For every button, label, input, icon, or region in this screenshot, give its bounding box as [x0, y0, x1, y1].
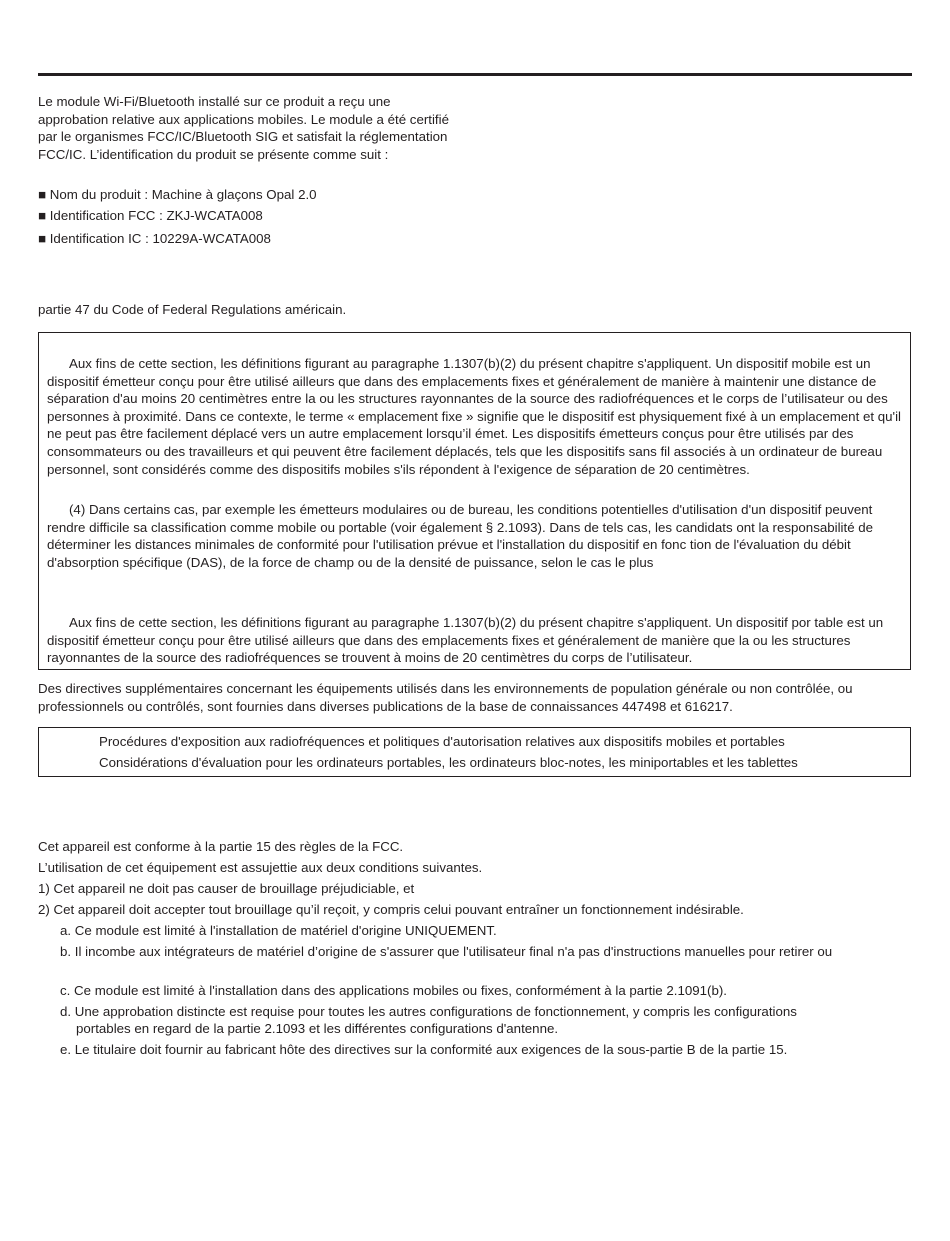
bullet-product-name: ■ Nom du produit : Machine à glaçons Opal 2.0: [38, 187, 317, 202]
fcc-part15-statement: Cet appareil est conforme à la partie 15 des règles de la FCC.: [38, 839, 404, 854]
cfr-note: partie 47 du Code of Federal Regulations américain.: [38, 302, 347, 317]
kdb-line-2: Considérations d'évaluation pour les ordinateurs portables, les ordinateurs bloc-notes, les miniportables et les tablettes: [99, 755, 798, 770]
bullet-fcc-id: ■ Identification FCC : ZKJ-WCATA008: [38, 208, 263, 223]
fcc-condition-1: 1) Cet appareil ne doit pas causer de brouillage préjudiciable, et: [38, 881, 415, 896]
top-rule: [38, 73, 912, 76]
fcc-item-b: b. Il incombe aux intégrateurs de matériel d’origine de s'assurer que l'utilisateur final n'a pas d'instructions manuelles pour retirer ou: [60, 944, 833, 959]
modular-transmitter-note: (4) Dans certains cas, par exemple les émetteurs modulaires ou de bureau, les conditions potentielles d'utilisation d'un dispositif peuvent rendre difficile sa classification comme mobile ou portable (voir également § 2.1093). Dans de tels cas, les candidats ont la responsabilité de déterminer les distances minimales de conformité pour l'utilisation prévue et l'installation du dispositif en fonc tion de l'évaluation du débit d'absorption spécifique (DAS), de la force de champ ou de la densité de puissance, selon le cas le plus: [47, 502, 874, 570]
mobile-device-definition: Aux fins de cette section, les définitions figurant au paragraphe 1.1307(b)(2) du présent chapitre s'appliquent. Un dispositif mobile est un dispositif émetteur conçu pour être utilisé ailleurs que dans des emplacements fixes et généralement de manière à maintenir une distance de séparation d'au moins 20 centimètres entre la ou les structures rayonnantes de la source des radiofréquences et le corps de l’utilisateur ou des personnes à proximité. Dans ce contexte, le terme « emplacement fixe » signifie que le dispositif est physiquement fixé à un emplacement et qu'il ne peut pas être facilement déplacé vers un autre emplacement lorsqu’il émet. Les dispositifs émetteurs conçus pour être utilisés par des consommateurs ou des travailleurs et qui peuvent être facilement déplacés, tels que les dispositifs sans fil associés à un ordinateur de bureau personnel, sont considérés comme des dispositifs mobiles s'ils répondent à l'exigence de séparation de 20 centimètres.: [47, 356, 901, 477]
additional-directives: Des directives supplémentaires concernant les équipements utilisés dans les environnements de population générale ou non contrôlée, ou professionnels ou contrôlés, sont fournies dans diverses publications de la base de connaissances 447498 et 616217.: [38, 681, 853, 714]
kdb-publications-box: [38, 727, 911, 777]
fcc-item-d: d. Une approbation distincte est requise pour toutes les autres configurations de fonctionnement, y compris les configurations: [60, 1004, 797, 1019]
fcc-item-a: a. Ce module est limité à l'installation de matériel d'origine UNIQUEMENT.: [60, 923, 497, 938]
portable-device-definition: Aux fins de cette section, les définitions figurant au paragraphe 1.1307(b)(2) du présent chapitre s'appliquent. Un dispositif por table est un dispositif émetteur conçu pour être utilisé ailleurs que dans des emplacements fixes et généralement de manière que la ou les structures rayonnantes de la source des radiofréquences se trouvent à moins de 20 centimètres du corps de l’utilisateur.: [47, 615, 884, 666]
intro-paragraph: Le module Wi-Fi/Bluetooth installé sur ce produit a reçu une approbation relative aux applications mobiles. Le module a été certifié par le organismes FCC/IC/Bluetooth SIG et satisfait la réglementation FCC/IC. L’identification du produit se présente comme suit :: [38, 94, 449, 162]
fcc-conditions-intro: L’utilisation de cet équipement est assujettie aux deux conditions suivantes.: [38, 860, 483, 875]
kdb-line-1: Procédures d'exposition aux radiofréquences et politiques d'autorisation relatives aux dispositifs mobiles et portables: [99, 734, 785, 749]
bullet-ic-id: ■ Identification IC : 10229A-WCATA008: [38, 231, 271, 246]
fcc-condition-2: 2) Cet appareil doit accepter tout brouillage qu’il reçoit, y compris celui pouvant entraîner un fonctionnement indésirable.: [38, 902, 744, 917]
mobile-portable-definition-box: [38, 332, 911, 670]
fcc-item-d-continued: portables en regard de la partie 2.1093 et les différentes configurations d'antenne.: [76, 1021, 559, 1036]
fcc-item-e: e. Le titulaire doit fournir au fabricant hôte des directives sur la conformité aux exigences de la sous-partie B de la partie 15.: [60, 1042, 788, 1057]
fcc-item-c: c. Ce module est limité à l'installation dans des applications mobiles ou fixes, conformément à la partie 2.1091(b).: [60, 983, 727, 998]
